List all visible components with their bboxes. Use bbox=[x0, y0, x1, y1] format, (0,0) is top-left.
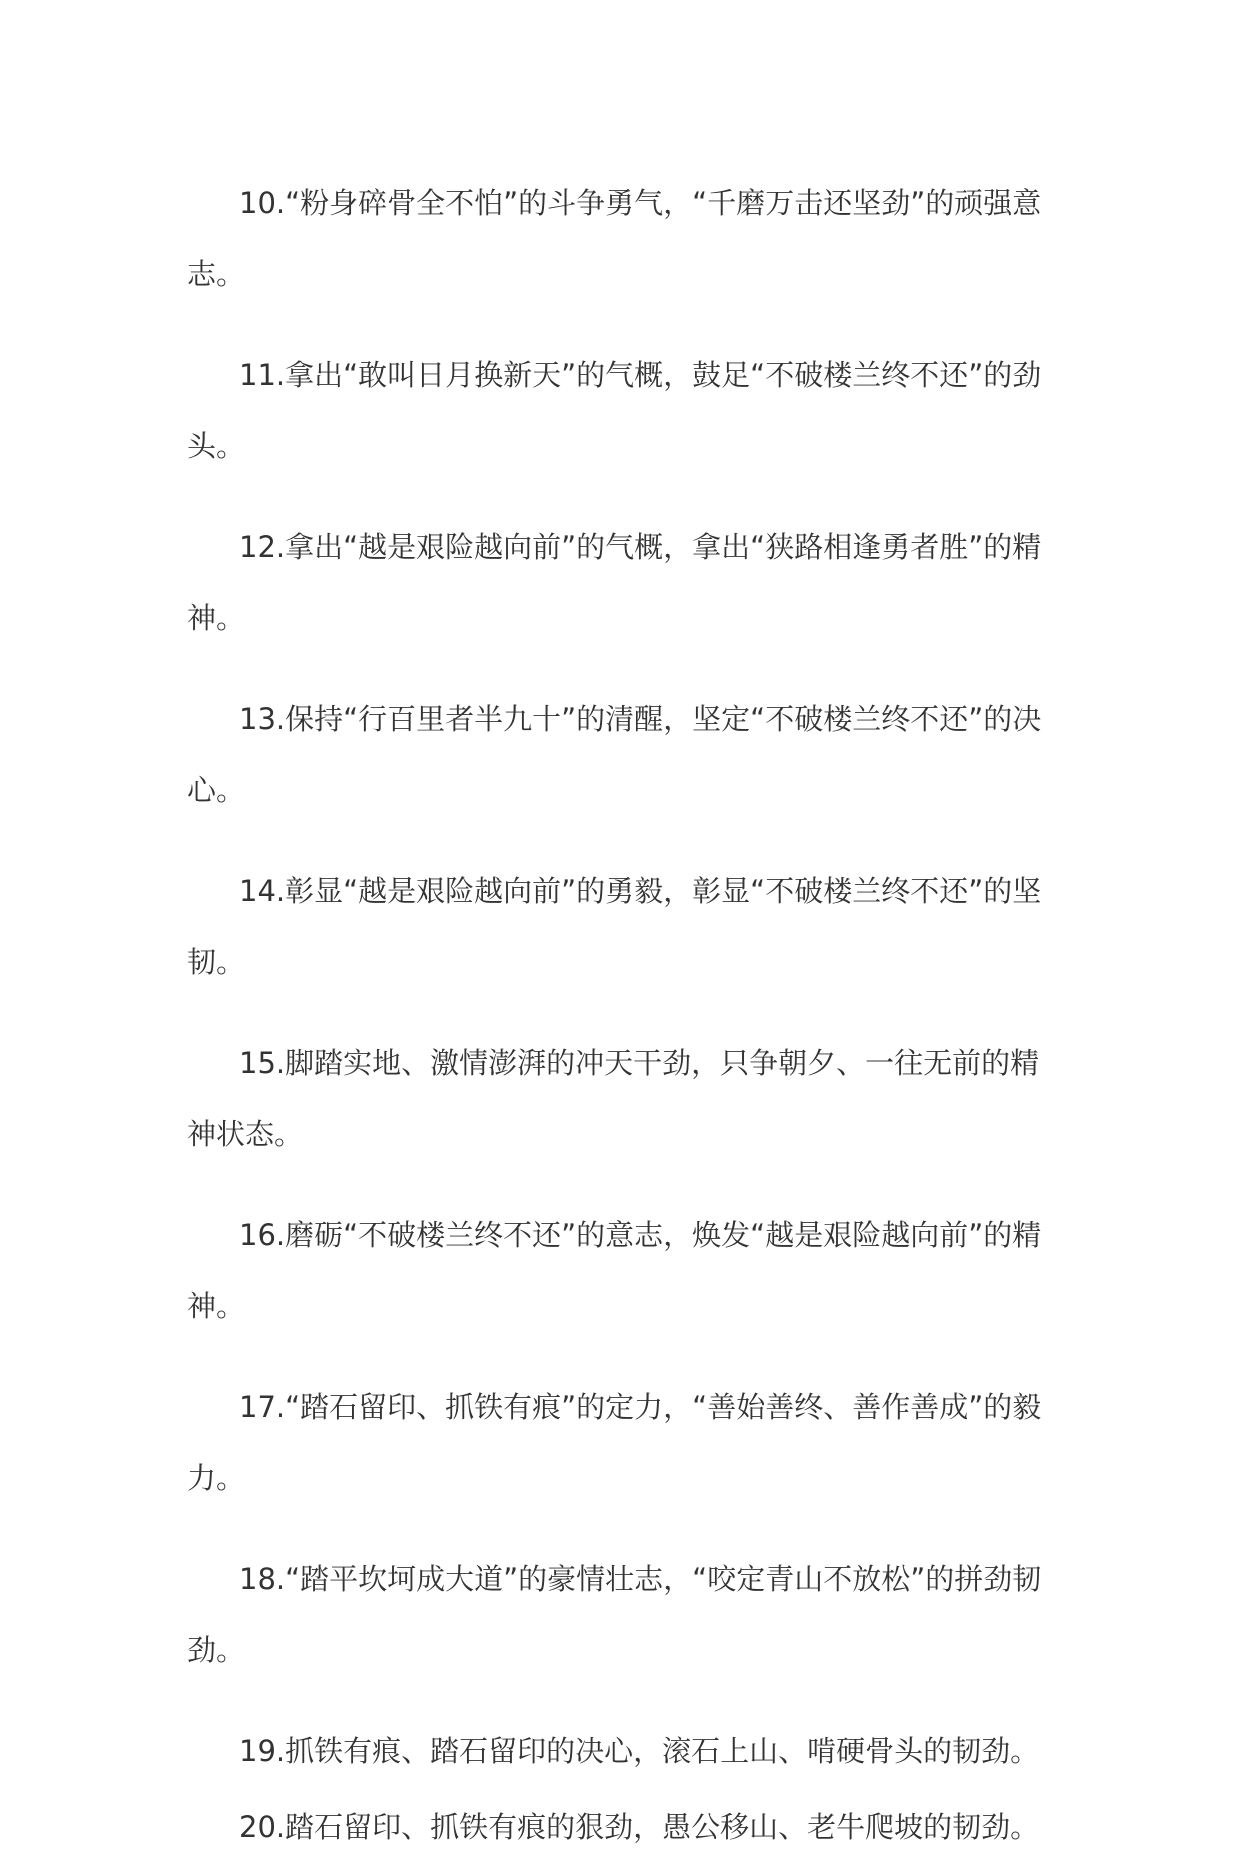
paragraph-19: 19.抓铁有痕、踏石留印的决心，滚石上山、啃硬骨头的韧劲。 bbox=[239, 1734, 1040, 1768]
paragraph-13: 13.保持“行百里者半九十”的清醒，坚定“不破楼兰终不还”的决心。 bbox=[187, 702, 1042, 807]
paragraph-18: 18.“踏平坎坷成大道”的豪情壮志，“咬定青山不放松”的拼劲韧劲。 bbox=[187, 1562, 1042, 1667]
document-body bbox=[187, 168, 1057, 1868]
paragraph-12: 12.拿出“越是艰险越向前”的气概，拿出“狭路相逢勇者胜”的精神。 bbox=[187, 530, 1042, 635]
paragraph-20: 20.踏石留印、抓铁有痕的狠劲，愚公移山、老牛爬坡的韧劲。 bbox=[239, 1810, 1040, 1844]
paragraph-11: 11.拿出“敢叫日月换新天”的气概，鼓足“不破楼兰终不还”的劲头。 bbox=[187, 358, 1042, 463]
paragraph-14: 14.彰显“越是艰险越向前”的勇毅，彰显“不破楼兰终不还”的坚韧。 bbox=[187, 874, 1042, 979]
paragraph-10: 10.“粉身碎骨全不怕”的斗争勇气，“千磨万击还坚劲”的顽强意志。 bbox=[187, 186, 1042, 291]
paragraph-16: 16.磨砺“不破楼兰终不还”的意志，焕发“越是艰险越向前”的精神。 bbox=[187, 1218, 1042, 1323]
paragraph-17: 17.“踏石留印、抓铁有痕”的定力，“善始善终、善作善成”的毅力。 bbox=[187, 1390, 1042, 1495]
paragraph-15: 15.脚踏实地、激情澎湃的冲天干劲，只争朝夕、一往无前的精神状态。 bbox=[187, 1046, 1040, 1151]
